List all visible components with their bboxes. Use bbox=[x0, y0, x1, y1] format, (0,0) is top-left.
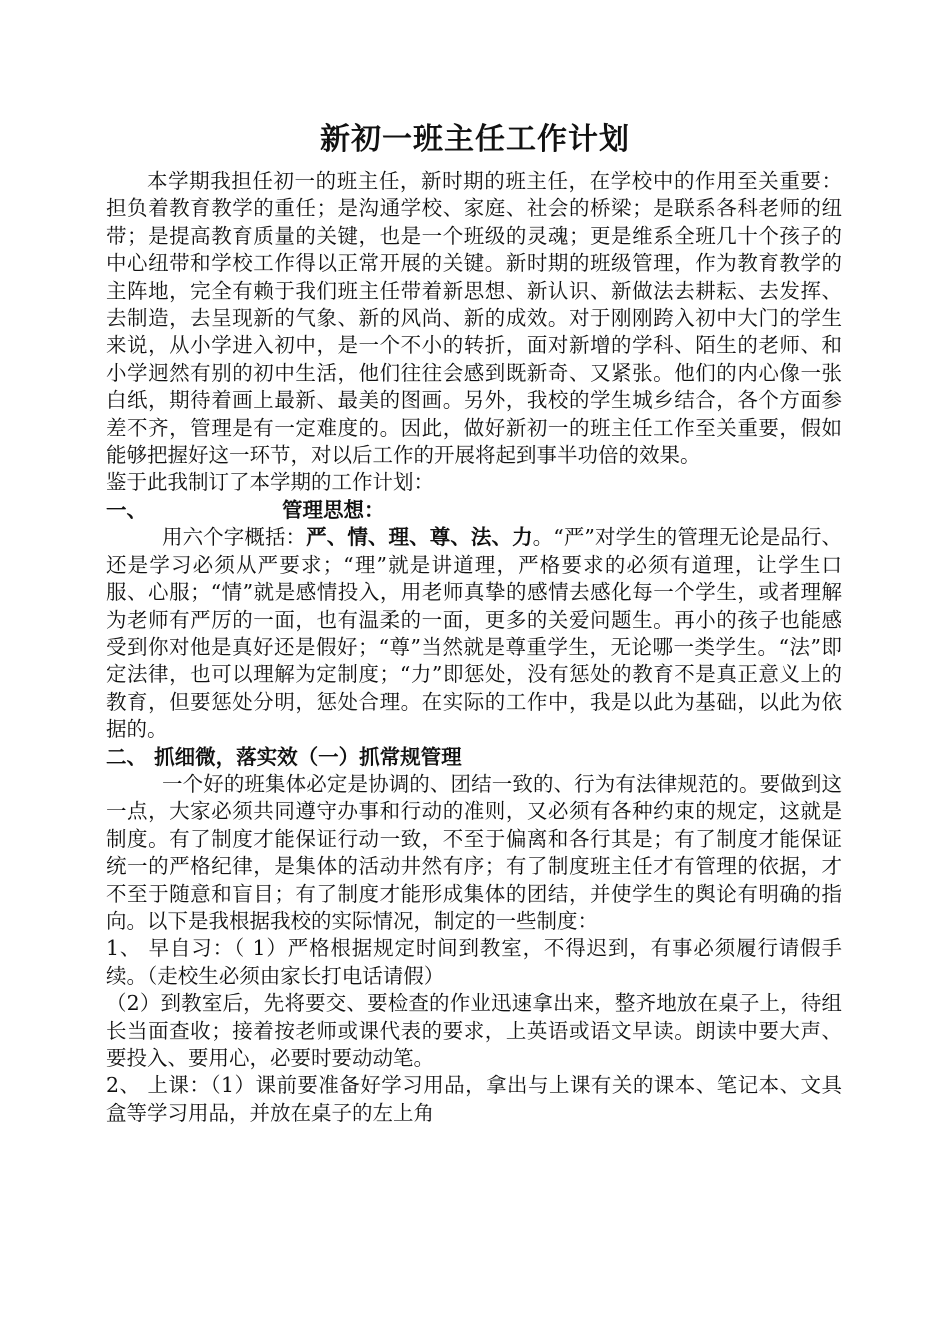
paragraph-rest: 。“严”对学生的管理无论是品行、还是学习必须从严要求；“理”就是讲道理，严格要求的必须有道理，让学生口服、心服；“情”就是感情投入，用老师真挚的感情去感化每一个学生，或者理解为老师有严厉的一面，也有温柔的一面，更多的关爱问题生。再小的孩子也能感受到你对他是真好还是假好；“尊”当然就是尊重学生，无论哪一类学生。“法”即定法律，也可以理解为定制度；“力”即惩处，没有惩处的教育不是真正意义上的教育，但要惩处分明，惩处合理。在实际的工作中，我是以此为基础，以此为依据的。 bbox=[106, 525, 843, 742]
rule-morning-reading-2: （2）到教室后，先将要交、要检查的作业迅速拿出来，整齐地放在桌子上，待组长当面查收；接着按老师或课代表的要求，上英语或语文早读。朗读中要大声、要投入、要用心，必要时要动动笔。 bbox=[106, 991, 842, 1070]
rule-class-time: 2、 上课：（1）课前要准备好学习用品，拿出与上课有关的课本、笔记本、文具盒等学习用品，并放在桌子的左上角 bbox=[106, 1073, 842, 1125]
management-philosophy-paragraph bbox=[106, 524, 842, 743]
class-rules-paragraph: 一个好的班集体必定是协调的、团结一致的、行为有法律规范的。要做到这一点，大家必须共同遵守办事和行动的准则，又必须有各种约束的规定，这就是制度。有了制度才能保证行动一致，不至于偏离和各行其是；有了制度才能保证统一的严格纪律，是集体的活动井然有序；有了制度班主任才有管理的依据，才不至于随意和盲目；有了制度才能形成集体的团结，并使学生的舆论有明确的指向。以下是我根据我校的实际情况，制定的一些制度： bbox=[106, 771, 842, 933]
document-body bbox=[106, 168, 842, 1127]
six-words-bold: 严、情、理、尊、法、力 bbox=[306, 525, 533, 550]
section-number: 一、 bbox=[106, 497, 147, 522]
section-heading-1 bbox=[106, 497, 842, 524]
plan-lead-paragraph: 鉴于此我制订了本学期的工作计划： bbox=[106, 470, 434, 495]
rule-morning-reading: 1、 早自习：（ 1）严格根据规定时间到教室，不得迟到，有事必须履行请假手续。（走校生必须由家长打电话请假） bbox=[106, 936, 842, 988]
intro-paragraph: 本学期我担任初一的班主任，新时期的班主任，在学校中的作用至关重要：担负着教育教学的重任；是沟通学校、家庭、社会的桥梁；是联系各科老师的纽带；是提高教育质量的关键，也是一个班级的灵魂；更是维系全班几十个孩子的中心纽带和学校工作得以正常开展的关键。新时期的班级管理，作为教育教学的主阵地，完全有赖于我们班主任带着新思想、新认识、新做法去耕耘、去发挥、去制造，去呈现新的气象、新的风尚、新的成效。对于刚刚跨入初中大门的学生来说，从小学进入初中，是一个不小的转折，面对新增的学科、陌生的老师、和小学迥然有别的初中生活，他们往往会感到既新奇、又紧张。他们的内心像一张白纸，期待着画上最新、最美的图画。另外，我校的学生城乡结合，各个方面参差不齐，管理是有一定难度的。因此，做好新初一的班主任工作至关重要，假如能够把握好这一环节，对以后工作的开展将起到事半功倍的效果。 bbox=[106, 169, 842, 468]
paragraph-lead: 用六个字概括： bbox=[162, 525, 307, 550]
document-title: 新初一班主任工作计划 bbox=[320, 122, 630, 157]
section-heading-2: 二、 抓细微，落实效（一）抓常规管理 bbox=[106, 744, 462, 769]
section-heading-text: 管理思想： bbox=[282, 497, 385, 522]
